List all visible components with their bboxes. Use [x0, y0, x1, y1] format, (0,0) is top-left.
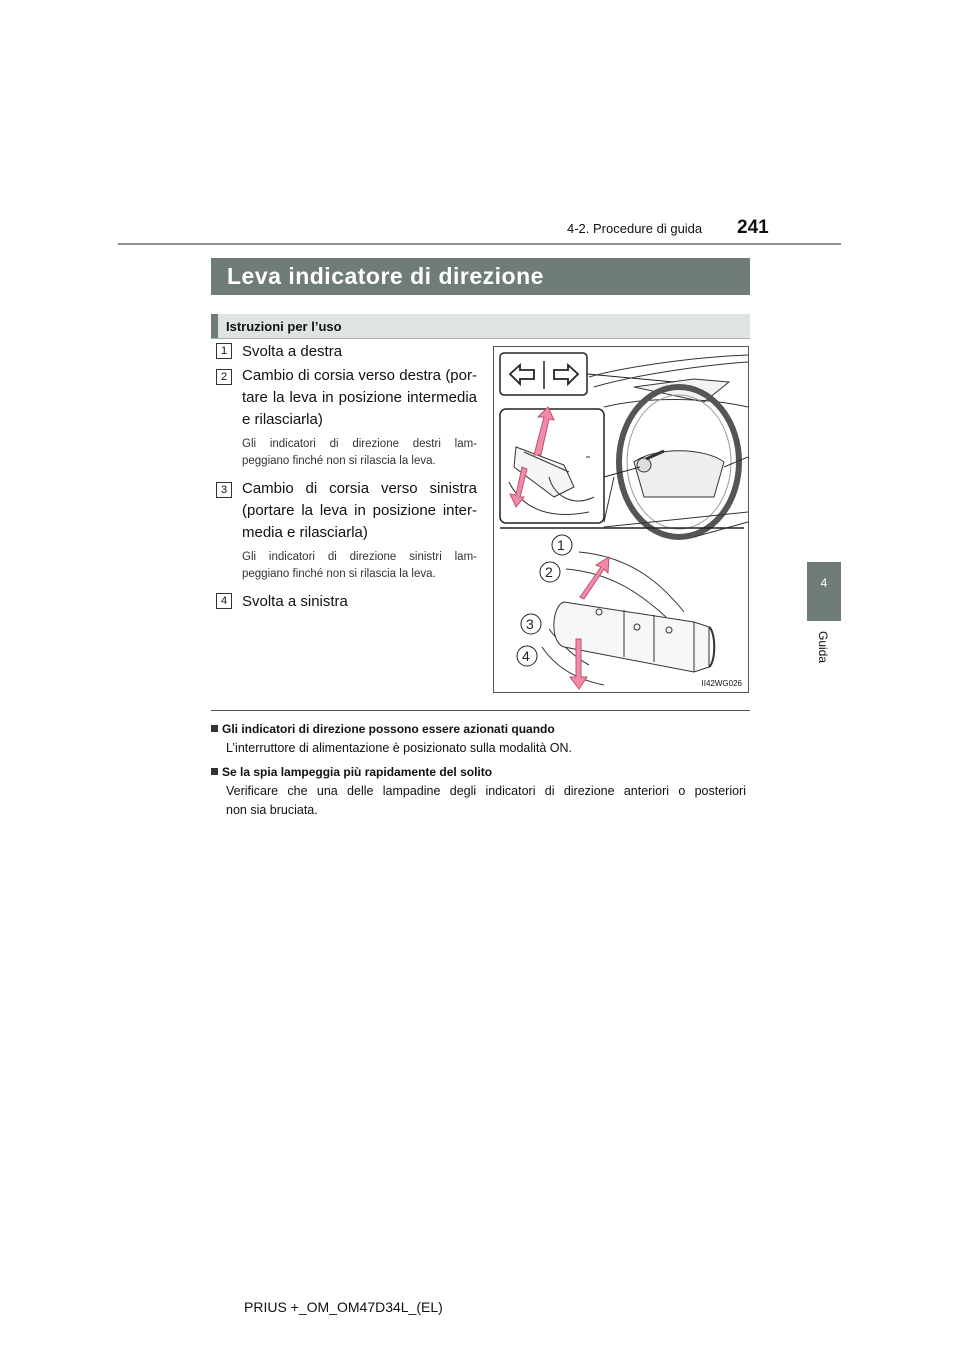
- chapter-label-text: Guida: [816, 631, 830, 664]
- step-number-3: 3: [216, 482, 232, 498]
- lever-illustration: [494, 347, 748, 692]
- page-number: 241: [737, 217, 769, 238]
- step-2-note-line: Gli indicatori di direzione destri lam-: [242, 438, 477, 450]
- turn-signal-lever-figure: [493, 346, 749, 693]
- step-text-3: [242, 478, 477, 544]
- step-3-note-line: peggiano finché non si rilascia la leva.: [242, 568, 436, 580]
- step-2-line: e rilasciarla): [242, 411, 323, 428]
- chapter-label: [806, 631, 842, 681]
- subheading-marker: [211, 314, 218, 338]
- step-text-2: [242, 365, 477, 431]
- note-heading-1: [211, 722, 555, 736]
- step-2-note-line: peggiano finché non si rilascia la leva.: [242, 455, 436, 467]
- bullet-square-icon: [211, 768, 218, 775]
- note-heading-1-text: Gli indicatori di direzione possono essere azionati quando: [222, 722, 555, 736]
- footer-code: PRIUS +_OM_OM47D34L_(EL): [244, 1299, 443, 1315]
- section-reference: 4-2. Procedure di guida: [567, 221, 703, 236]
- note-text-1: L’interruttore di alimentazione è posizionato sulla modalità ON.: [226, 741, 573, 755]
- subheading-text: Istruzioni per l’uso: [226, 319, 342, 334]
- turn-right-arrow-icon: [580, 557, 609, 599]
- step-text-4: Svolta a sinistra: [242, 593, 348, 610]
- step-3-line: (portare la leva in posizione inter-: [242, 502, 477, 519]
- note-text-2: [226, 782, 746, 820]
- notes-divider: [211, 710, 750, 711]
- chapter-tab: 4: [807, 562, 841, 621]
- note-2-line: non sia bruciata.: [226, 803, 318, 817]
- step-text-1: Svolta a destra: [242, 343, 343, 360]
- step-number-2: 2: [216, 369, 232, 385]
- note-heading-2-text: Se la spia lampeggia più rapidamente del solito: [222, 765, 493, 779]
- step-note-3: [242, 549, 477, 583]
- step-number-1: 1: [216, 343, 232, 359]
- step-2-line: Cambio di corsia verso destra (por-: [242, 367, 477, 384]
- title-bar: [211, 258, 750, 295]
- step-note-2: [242, 436, 477, 470]
- callout-1: 1: [557, 537, 565, 553]
- step-3-note-line: Gli indicatori di direzione sinistri lam-: [242, 551, 477, 563]
- page-title: Leva indicatore di direzione: [227, 263, 544, 289]
- callout-3: 3: [526, 616, 534, 632]
- callout-4: 4: [522, 648, 530, 664]
- step-2-line: tare la leva in posizione intermedia: [242, 389, 477, 406]
- bullet-square-icon: [211, 725, 218, 732]
- subheading-bar: [211, 314, 750, 339]
- step-3-line: Cambio di corsia verso sinistra: [242, 480, 477, 497]
- figure-code: II42WG026: [701, 679, 742, 688]
- note-heading-2: [211, 765, 492, 779]
- note-2-line: Verificare che una delle lampadine degli indicatori di direzione anteriori o posteriori: [226, 784, 746, 798]
- step-number-4: 4: [216, 593, 232, 609]
- header-rule: [118, 243, 841, 245]
- step-3-line: media e rilasciarla): [242, 524, 368, 541]
- callout-2: 2: [545, 564, 553, 580]
